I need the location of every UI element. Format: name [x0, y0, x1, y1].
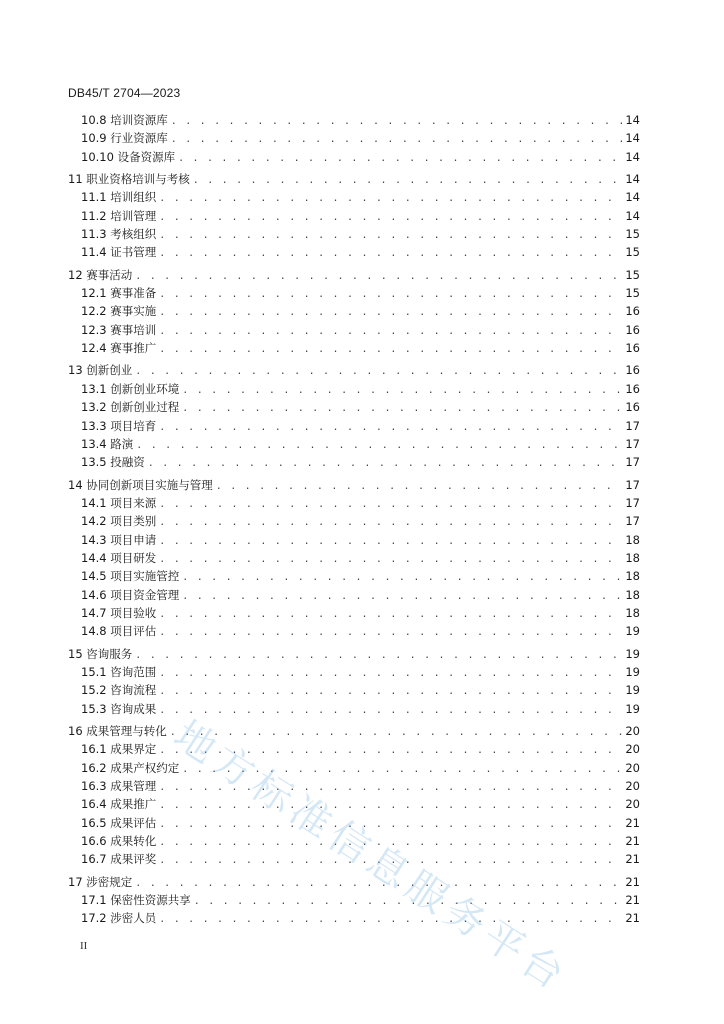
toc-entry-page: 21	[625, 815, 640, 830]
toc-dot-leader	[159, 286, 622, 304]
toc-entry-page: 20	[625, 742, 640, 757]
toc-entry-label: 14.3 项目申请	[81, 532, 157, 547]
toc-section-entry[interactable]	[68, 339, 640, 357]
toc-entry-page: 19	[625, 646, 640, 661]
toc-section-entry[interactable]	[68, 417, 640, 435]
toc-dot-leader	[159, 624, 622, 642]
toc-section-entry[interactable]	[68, 111, 640, 129]
toc-section-entry[interactable]	[68, 663, 640, 681]
toc-section-entry[interactable]	[68, 777, 640, 795]
toc-dot-leader	[159, 496, 622, 514]
toc-entry-label: 14.5 项目实施管控	[81, 569, 180, 584]
toc-dot-leader	[159, 665, 622, 683]
toc-dot-leader	[159, 702, 622, 720]
toc-entry-label: 11 职业资格培训与考核	[68, 172, 190, 187]
toc-entry-page: 21	[625, 852, 640, 867]
toc-section-entry[interactable]	[68, 700, 640, 718]
toc-dot-leader	[136, 437, 622, 455]
toc-section-entry[interactable]	[68, 567, 640, 585]
toc-entry-page: 21	[625, 911, 640, 926]
toc-section-entry[interactable]	[68, 243, 640, 261]
toc-entry-label: 12.4 赛事推广	[81, 341, 157, 356]
toc-section-entry[interactable]	[68, 398, 640, 416]
toc-entry-page: 17	[625, 495, 640, 510]
toc-dot-leader	[159, 683, 622, 701]
toc-dot-leader	[182, 400, 622, 418]
page-number: II	[80, 940, 88, 952]
document-code: DB45/T 2704—2023	[68, 86, 181, 100]
toc-entry-page: 21	[625, 874, 640, 889]
toc-entry-label: 17 涉密规定	[68, 874, 133, 889]
toc-entry-page: 20	[625, 724, 640, 738]
toc-section-entry[interactable]	[68, 380, 640, 398]
toc-entry-label: 15.1 咨询范围	[81, 664, 157, 679]
toc-section-entry[interactable]	[68, 435, 640, 453]
toc-entry-page: 18	[625, 587, 640, 602]
toc-entry-label: 15.3 咨询成果	[81, 701, 157, 716]
toc-entry-label: 12.1 赛事准备	[81, 286, 157, 301]
toc-dot-leader	[159, 209, 622, 227]
toc-section-entry[interactable]	[68, 302, 640, 320]
toc-entry-page: 20	[625, 760, 640, 775]
toc-entry-label: 13 创新创业	[68, 363, 133, 378]
toc-entry-page: 17	[625, 436, 640, 451]
toc-entry-label: 15 咨询服务	[68, 646, 133, 661]
toc-entry-label: 16.4 成果推广	[81, 797, 157, 812]
toc-chapter-entry[interactable]	[68, 266, 640, 284]
toc-entry-label: 10.10 设备资源库	[81, 149, 176, 164]
toc-entry-page: 14	[625, 113, 640, 127]
toc-entry-label: 10.8 培训资源库	[81, 113, 168, 127]
toc-dot-leader	[159, 533, 622, 551]
toc-section-entry[interactable]	[68, 188, 640, 206]
toc-entry-label: 14 协同创新项目实施与管理	[68, 477, 213, 492]
toc-entry-label: 14.6 项目资金管理	[81, 587, 180, 602]
toc-entry-page: 21	[625, 834, 640, 849]
toc-section-entry[interactable]	[68, 759, 640, 777]
toc-entry-page: 17	[625, 477, 640, 492]
toc-chapter-entry[interactable]	[68, 361, 640, 379]
toc-entry-label: 16.3 成果管理	[81, 779, 157, 794]
toc-entry-page: 16	[625, 322, 640, 337]
toc-entry-page: 21	[625, 893, 640, 908]
toc-entry-page: 16	[625, 381, 640, 396]
toc-entry-label: 16.5 成果评估	[81, 815, 157, 830]
toc-section-entry[interactable]	[68, 284, 640, 302]
toc-entry-page: 19	[625, 624, 640, 639]
toc-entry-page: 20	[625, 779, 640, 794]
toc-dot-leader	[182, 569, 622, 587]
toc-dot-leader	[182, 588, 622, 606]
toc-chapter-entry[interactable]	[68, 476, 640, 494]
toc-entry-label: 15.2 咨询流程	[81, 683, 157, 698]
toc-section-entry[interactable]	[68, 891, 640, 909]
toc-entry-page: 16	[625, 341, 640, 356]
toc-section-entry[interactable]	[68, 148, 640, 166]
toc-entry-label: 17.1 保密性资源共享	[81, 893, 191, 908]
toc-dot-leader	[159, 341, 622, 359]
toc-entry-label: 16.1 成果界定	[81, 742, 157, 757]
toc-entry-label: 17.2 涉密人员	[81, 911, 157, 926]
toc-entry-page: 14	[625, 172, 640, 187]
toc-section-entry[interactable]	[68, 207, 640, 225]
toc-dot-leader	[159, 245, 622, 263]
toc-entry-page: 17	[625, 455, 640, 470]
toc-dot-leader	[135, 647, 622, 665]
toc-entry-label: 12.2 赛事实施	[81, 304, 157, 319]
toc-entry-page: 16	[625, 304, 640, 319]
toc-entry-page: 20	[625, 797, 640, 812]
toc-dot-leader	[193, 172, 622, 190]
toc-entry-page: 18	[625, 550, 640, 565]
toc-entry-page: 15	[625, 227, 640, 242]
toc-section-entry[interactable]	[68, 740, 640, 758]
toc-dot-leader	[159, 911, 622, 929]
toc-entry-page: 18	[625, 569, 640, 584]
toc-entry-page: 17	[625, 418, 640, 433]
toc-dot-leader	[171, 113, 622, 131]
toc-dot-leader	[159, 551, 622, 569]
toc-dot-leader	[148, 455, 622, 473]
toc-entry-label: 11.1 培训组织	[81, 190, 157, 205]
toc-dot-leader	[159, 227, 622, 245]
toc-section-entry[interactable]	[68, 531, 640, 549]
toc-dot-leader	[159, 304, 622, 322]
toc-entry-label: 13.1 创新创业环境	[81, 381, 180, 396]
toc-section-entry[interactable]	[68, 681, 640, 699]
toc-chapter-entry[interactable]	[68, 722, 640, 740]
toc-entry-page: 14	[625, 208, 640, 223]
toc-entry-label: 13.5 投融资	[81, 455, 145, 470]
toc-chapter-entry[interactable]	[68, 645, 640, 663]
toc-section-entry[interactable]	[68, 453, 640, 471]
toc-section-entry[interactable]	[68, 225, 640, 243]
toc-section-entry[interactable]	[68, 909, 640, 927]
toc-entry-page: 15	[625, 245, 640, 260]
toc-section-entry[interactable]	[68, 129, 640, 147]
toc-section-entry[interactable]	[68, 622, 640, 640]
toc-entry-label: 16.7 成果评奖	[81, 852, 157, 867]
toc-entry-label: 16.2 成果产权约定	[81, 760, 180, 775]
toc-dot-leader	[159, 323, 622, 341]
toc-entry-page: 18	[625, 532, 640, 547]
toc-section-entry[interactable]	[68, 321, 640, 339]
toc-entry-page: 15	[625, 267, 640, 282]
toc-dot-leader	[159, 606, 622, 624]
toc-dot-leader	[182, 382, 622, 400]
toc-dot-leader	[159, 514, 622, 532]
toc-entry-page: 14	[625, 131, 640, 146]
toc-entry-page: 17	[625, 514, 640, 529]
toc-chapter-entry[interactable]	[68, 170, 640, 188]
toc-entry-label: 14.4 项目研发	[81, 550, 157, 565]
toc-entry-page: 19	[625, 701, 640, 716]
toc-entry-page: 19	[625, 664, 640, 679]
toc-entry-page: 18	[625, 605, 640, 620]
toc-dot-leader	[159, 419, 622, 437]
toc-entry-page: 15	[625, 286, 640, 301]
toc-entry-label: 16 成果管理与转化	[68, 724, 167, 738]
toc-entry-label: 11.4 证书管理	[81, 245, 157, 260]
toc-entry-label: 12 赛事活动	[68, 267, 133, 282]
toc-entry-page: 19	[625, 683, 640, 698]
toc-entry-label: 11.2 培训管理	[81, 208, 157, 223]
toc-entry-label: 13.2 创新创业过程	[81, 400, 180, 415]
table-of-contents	[68, 111, 640, 928]
toc-dot-leader	[216, 478, 622, 496]
toc-entry-label: 13.3 项目培育	[81, 418, 157, 433]
toc-dot-leader	[178, 150, 622, 168]
toc-section-entry[interactable]	[68, 586, 640, 604]
toc-entry-page: 16	[625, 363, 640, 378]
toc-entry-label: 14.2 项目类别	[81, 514, 157, 529]
toc-dot-leader	[171, 131, 622, 149]
toc-section-entry[interactable]	[68, 549, 640, 567]
toc-entry-label: 13.4 路演	[81, 436, 134, 451]
toc-entry-label: 14.7 项目验收	[81, 605, 157, 620]
toc-entry-label: 11.3 考核组织	[81, 227, 157, 242]
toc-entry-label: 16.6 成果转化	[81, 834, 157, 849]
toc-section-entry[interactable]	[68, 494, 640, 512]
toc-entry-page: 16	[625, 400, 640, 415]
toc-dot-leader	[159, 797, 622, 815]
toc-dot-leader	[135, 363, 622, 381]
toc-entry-label: 14.8 项目评估	[81, 624, 157, 639]
toc-dot-leader	[159, 190, 622, 208]
toc-section-entry[interactable]	[68, 604, 640, 622]
toc-section-entry[interactable]	[68, 512, 640, 530]
toc-entry-page: 14	[625, 149, 640, 164]
toc-dot-leader	[135, 268, 622, 286]
toc-entry-label: 14.1 项目来源	[81, 495, 157, 510]
watermark: 地方标准信息服务平台	[165, 712, 577, 1002]
toc-entry-label: 10.9 行业资源库	[81, 131, 168, 146]
toc-entry-page: 14	[625, 190, 640, 205]
toc-entry-label: 12.3 赛事培训	[81, 322, 157, 337]
